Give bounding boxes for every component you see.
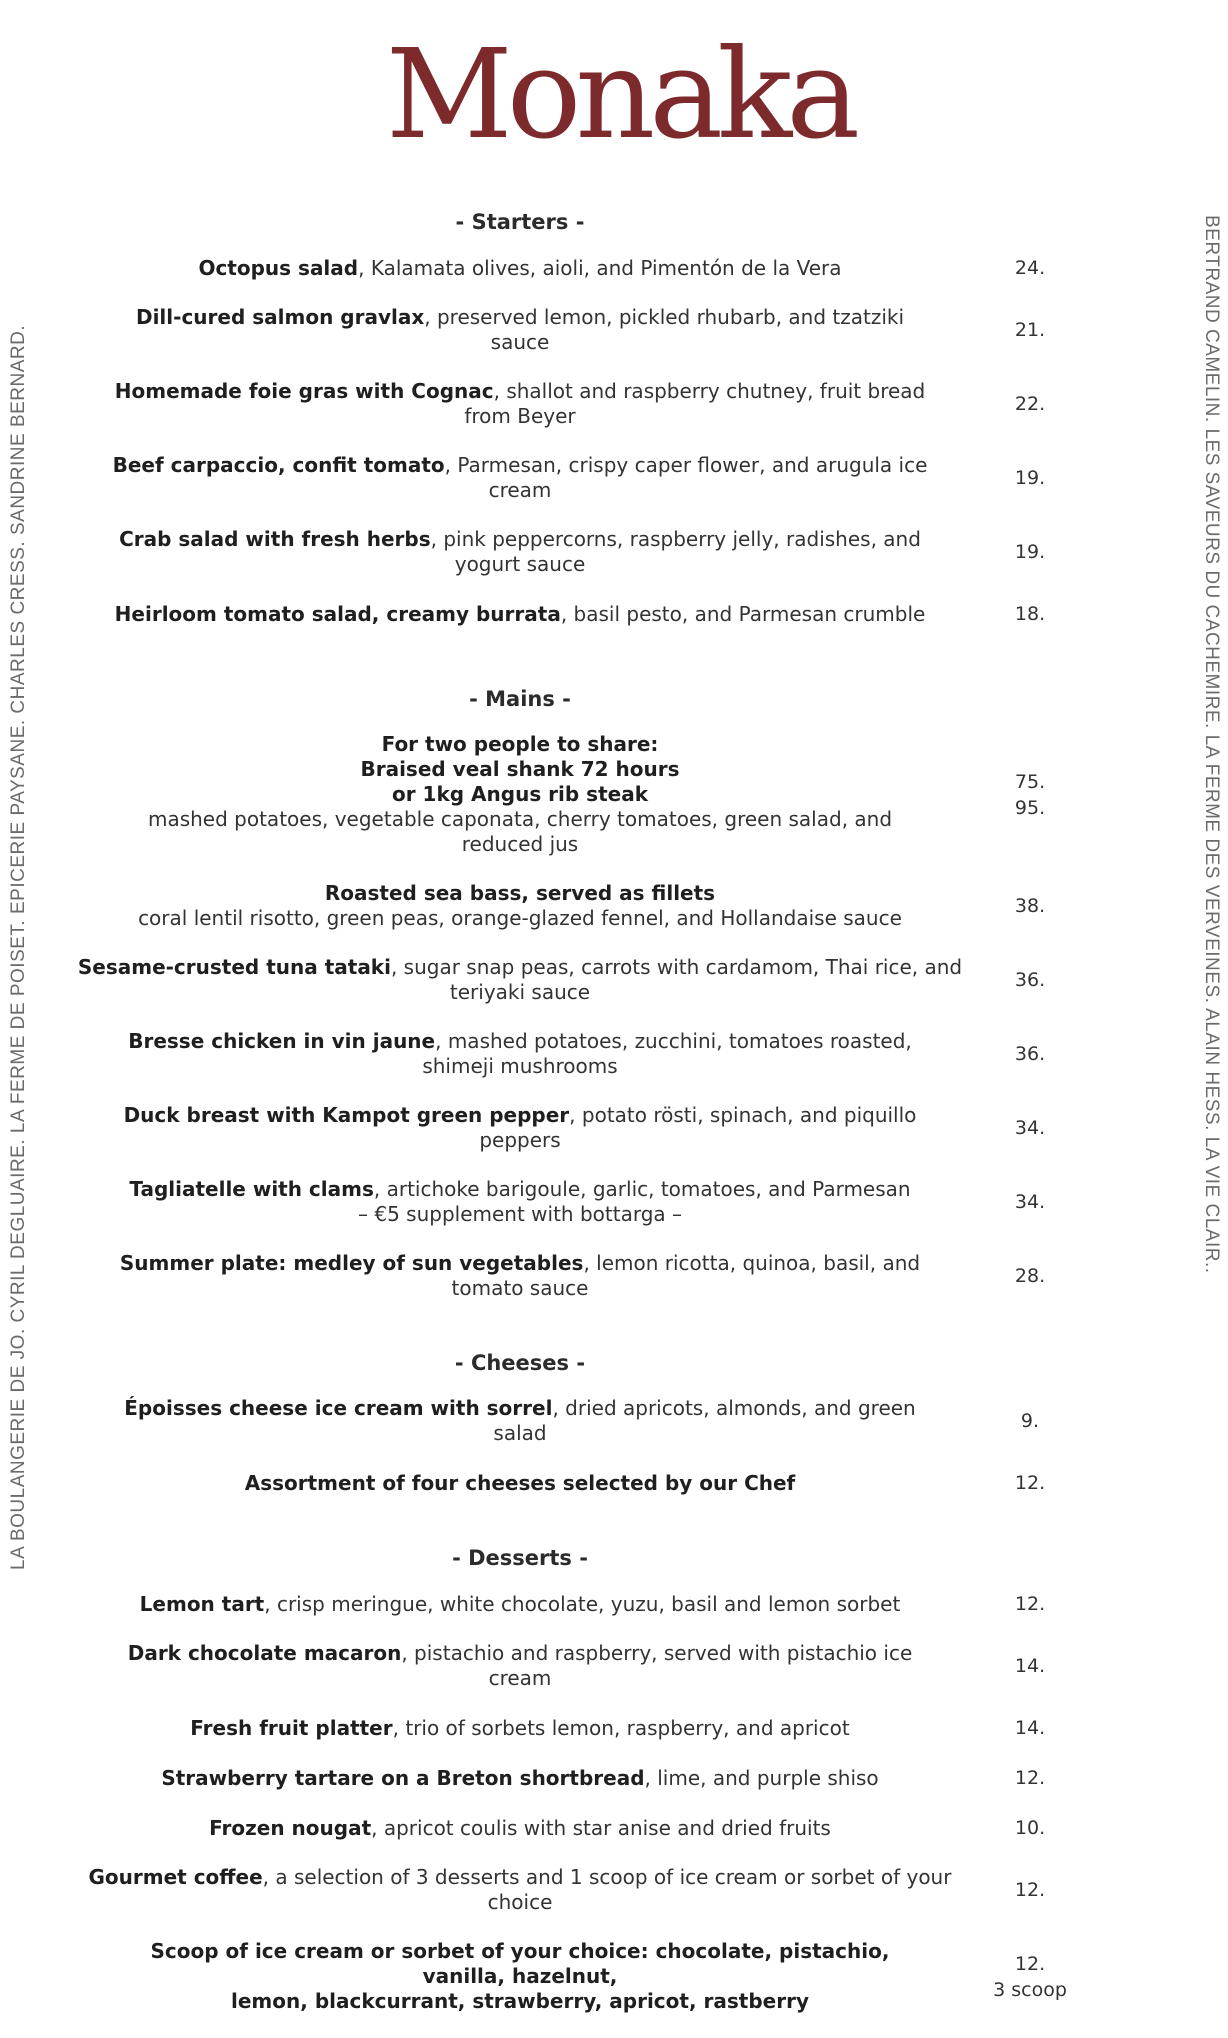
menu-item — [110, 453, 1110, 503]
dish-description: , lime, and purple shiso — [644, 1765, 879, 1790]
dish-price: 10. — [1014, 1817, 1046, 1839]
section-cheeses — [110, 1351, 1110, 1496]
dish-name: Scoop of ice cream or sorbet of your choice: chocolate, pistachio, vanilla, hazelnut, — [150, 1939, 890, 1988]
dish-description: , apricot coulis with star anise and dried fruits — [371, 1815, 831, 1840]
dish-price: 95. — [1014, 796, 1046, 819]
dish-price: 14. — [1014, 1655, 1046, 1677]
dish-name: Assortment of four cheeses selected by our Chef — [244, 1470, 796, 1495]
dish-description: , Kalamata olives, aioli, and Pimentón de la Vera — [358, 255, 842, 280]
menu — [77, 198, 1110, 2038]
dish-price: 22. — [1014, 393, 1046, 415]
dish-price: 18. — [1014, 603, 1046, 625]
dish-price: 14. — [1014, 1717, 1046, 1739]
menu-item — [110, 1103, 1110, 1153]
dish-description: , sugar snap peas, carrots with cardamom, Thai rice, and teriyaki sauce — [390, 955, 963, 1004]
section-title-mains: - Mains - — [469, 687, 571, 711]
dish-price: 75. — [1014, 770, 1046, 793]
menu-item — [110, 305, 1110, 355]
dish-name: Octopus salad — [198, 255, 359, 280]
dish-name: Roasted sea bass, served as fillets — [324, 881, 716, 905]
menu-item — [110, 527, 1110, 577]
dish-price: 12. — [1014, 1767, 1046, 1789]
dish-name: Sesame-crusted tuna tataki — [77, 955, 391, 979]
menu-item — [110, 1470, 1110, 1496]
menu-item — [110, 1591, 1110, 1617]
dish-name: Gourmet coffee — [88, 1865, 263, 1889]
menu-item — [88, 1865, 1110, 1915]
menu-item-share — [110, 732, 1110, 857]
dish-description: , trio of sorbets lemon, raspberry, and apricot — [392, 1715, 850, 1740]
menu-item — [110, 255, 1110, 281]
dish-note: – €5 supplement with bottarga – — [357, 1202, 682, 1226]
menu-item — [110, 1029, 1110, 1079]
dish-name: or 1kg Angus rib steak — [391, 782, 649, 806]
dish-name: Beef carpaccio, confit tomato — [112, 453, 445, 477]
dish-price: 34. — [1014, 1191, 1046, 1213]
dish-price: 28. — [1014, 1265, 1046, 1287]
dish-price: 36. — [1014, 969, 1046, 991]
menu-item — [110, 1765, 1110, 1791]
section-starters — [110, 210, 1110, 627]
dish-description: , pistachio and raspberry, served with pistachio ice cream — [401, 1641, 913, 1690]
dish-name: Lemon tart — [139, 1591, 265, 1616]
dish-price: 12. — [1014, 1593, 1046, 1615]
dish-name: Dill-cured salmon gravlax — [135, 305, 425, 329]
share-intro: For two people to share: — [381, 732, 659, 756]
menu-item — [110, 1715, 1110, 1741]
dish-name: Heirloom tomato salad, creamy burrata — [114, 601, 561, 626]
menu-item — [110, 1815, 1110, 1841]
dish-price: 34. — [1014, 1117, 1046, 1139]
menu-item — [110, 1251, 1110, 1301]
dish-description: coral lentil risotto, green peas, orange-glazed fennel, and Hollandaise sauce — [138, 906, 902, 930]
dish-name: Homemade foie gras with Cognac — [114, 379, 494, 403]
dish-description: , crisp meringue, white chocolate, yuzu, basil and lemon sorbet — [264, 1591, 901, 1616]
dish-description: , mashed potatoes, zucchini, tomatoes roasted, shimeji mushrooms — [422, 1029, 912, 1078]
dish-name: Fresh fruit platter — [190, 1715, 393, 1740]
dish-description: , basil pesto, and Parmesan crumble — [560, 601, 926, 626]
dish-price-note: 3 scoop — [993, 1978, 1067, 2001]
menu-item — [110, 601, 1110, 627]
dish-name: Duck breast with Kampot green pepper — [123, 1103, 570, 1127]
dish-price: 12. — [1014, 1472, 1046, 1494]
menu-item — [77, 955, 1110, 1005]
section-mains — [77, 687, 1110, 1301]
dish-price: 24. — [1014, 257, 1046, 279]
dish-price: 12. — [1014, 1952, 1046, 1975]
dish-name: Crab salad with fresh herbs — [119, 527, 431, 551]
dish-price: 38. — [1014, 895, 1046, 917]
dish-description: , lemon ricotta, quinoa, basil, and tomato sauce — [451, 1251, 921, 1300]
dish-price: 9. — [1020, 1410, 1040, 1432]
dish-description: , artichoke barigoule, garlic, tomatoes, and Parmesan — [373, 1177, 911, 1201]
menu-item — [110, 1641, 1110, 1691]
dish-description: , preserved lemon, pickled rhubarb, and tzatziki sauce — [424, 305, 905, 354]
menu-item — [110, 1396, 1110, 1446]
dish-name: Dark chocolate macaron — [127, 1641, 402, 1665]
menu-item — [110, 1177, 1110, 1227]
dish-description: , pink peppercorns, raspberry jelly, radishes, and yogurt sauce — [430, 527, 921, 576]
dish-price: 19. — [1014, 467, 1046, 489]
dish-description: , dried apricots, almonds, and green salad — [493, 1396, 916, 1445]
dish-description: , a selection of 3 desserts and 1 scoop of ice cream or sorbet of your choice — [262, 1865, 952, 1914]
menu-item — [110, 1939, 1110, 2014]
dish-description: , Parmesan, crispy caper flower, and arugula ice cream — [444, 453, 928, 502]
section-title-desserts: - Desserts - — [452, 1546, 588, 1570]
menu-item — [110, 881, 1110, 931]
dish-description: mashed potatoes, vegetable caponata, cherry tomatoes, green salad, and reduced jus — [147, 807, 893, 856]
dish-price: 12. — [1014, 1879, 1046, 1901]
restaurant-logo: Monaka — [385, 23, 855, 167]
dish-description: , potato rösti, spinach, and piquillo peppers — [479, 1103, 917, 1152]
section-title-cheeses: - Cheeses - — [454, 1351, 586, 1375]
dish-name: Frozen nougat — [209, 1815, 372, 1840]
dish-name: Bresse chicken in vin jaune — [128, 1029, 436, 1053]
dish-name: Braised veal shank 72 hours — [360, 757, 680, 781]
dish-price: 21. — [1014, 319, 1046, 341]
dish-name-cont: lemon, blackcurrant, strawberry, apricot, rastberry — [231, 1989, 809, 2013]
dish-price: 19. — [1014, 541, 1046, 563]
dish-name: Summer plate: medley of sun vegetables — [119, 1251, 584, 1275]
dish-name: Tagliatelle with clams — [129, 1177, 374, 1201]
section-title-starters: - Starters - — [455, 210, 585, 234]
dish-description: , shallot and raspberry chutney, fruit bread from Beyer — [464, 379, 926, 428]
section-desserts — [88, 1546, 1110, 2014]
dish-name: Strawberry tartare on a Breton shortbread — [161, 1765, 645, 1790]
dish-name: Époisses cheese ice cream with sorrel — [124, 1396, 553, 1420]
menu-item — [110, 379, 1110, 429]
dish-price: 36. — [1014, 1043, 1046, 1065]
